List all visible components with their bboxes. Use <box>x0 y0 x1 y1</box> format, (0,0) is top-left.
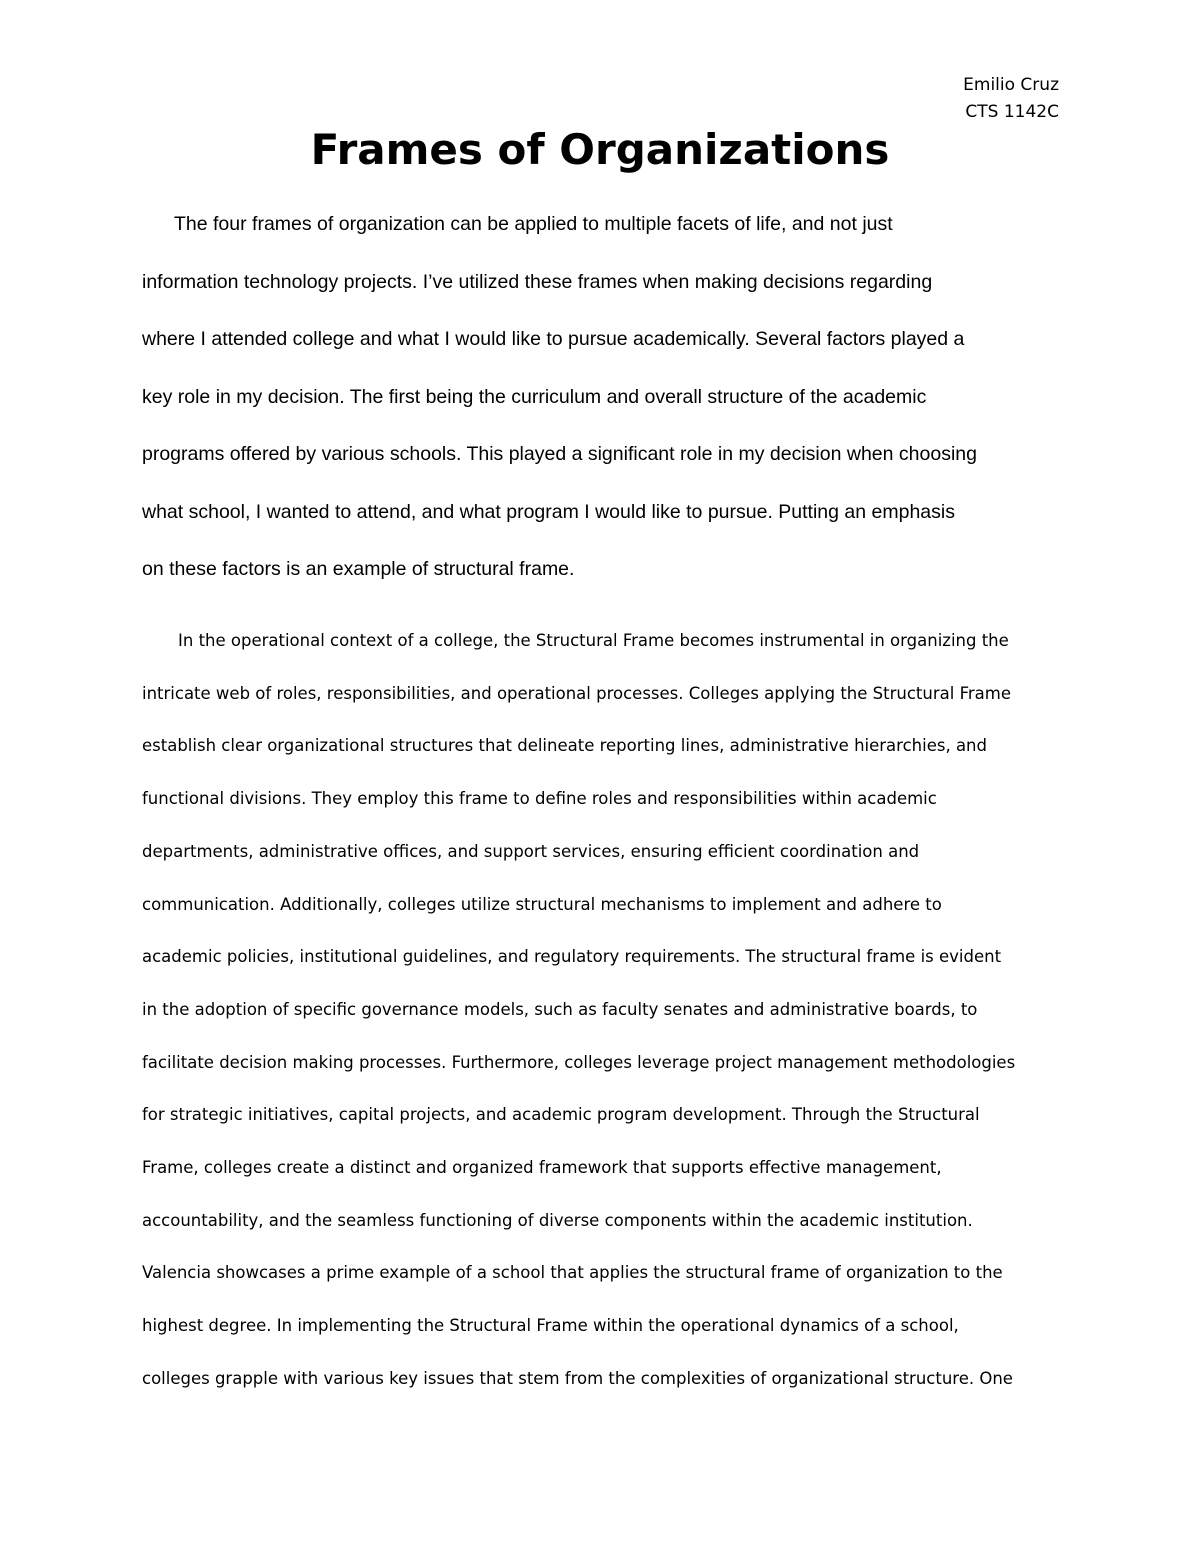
paragraph-1-line: where I attended college and what I would like to pursue academically. Several factors played a <box>142 328 965 350</box>
paragraph-1-line: what school, I wanted to attend, and what program I would like to pursue. Putting an emphasis <box>142 500 955 523</box>
paragraph-2-line: academic policies, institutional guidelines, and regulatory requirements. The structural frame is evident <box>142 947 1002 967</box>
paragraph-1-line: key role in my decision. The first being the curriculum and overall structure of the academic <box>142 385 927 408</box>
paragraph-2 <box>142 615 1062 1406</box>
paragraph-2-line: In the operational context of a college, the Structural Frame becomes instrumental in organizing the <box>178 631 1009 650</box>
paragraph-2-line: Frame, colleges create a distinct and organized framework that supports effective management, <box>142 1158 942 1178</box>
paragraph-2-line: communication. Additionally, colleges utilize structural mechanisms to implement and adhere to <box>142 894 942 914</box>
paragraph-2-line: establish clear organizational structures that delineate reporting lines, administrative hierarchies, and <box>142 736 987 756</box>
paragraph-1-line: information technology projects. I’ve utilized these frames when making decisions regarding <box>142 270 933 293</box>
paragraph-2-line: Valencia showcases a prime example of a school that applies the structural frame of organization to the <box>142 1263 1003 1283</box>
paragraph-2-line: intricate web of roles, responsibilities, and operational processes. Colleges applying the Structural Frame <box>142 683 1011 703</box>
document-header <box>963 72 1059 126</box>
paragraph-2-line: colleges grapple with various key issues that stem from the complexities of organizational structure. One <box>142 1368 1013 1388</box>
paragraph-2-line: departments, administrative offices, and support services, ensuring efficient coordination and <box>142 841 920 861</box>
paragraph-1-line: The four frames of organization can be applied to multiple facets of life, and not just <box>174 213 893 235</box>
paragraph-1 <box>142 196 1062 599</box>
paragraph-2-line: accountability, and the seamless functioning of diverse components within the academic institution. <box>142 1210 973 1230</box>
paragraph-1-line: on these factors is an example of structural frame. <box>142 558 575 580</box>
paragraph-2-line: facilitate decision making processes. Furthermore, colleges leverage project management methodologies <box>142 1052 1016 1072</box>
paragraph-1-line: programs offered by various schools. This played a significant role in my decision when choosing <box>142 443 977 465</box>
author-name: Emilio Cruz <box>963 75 1059 95</box>
paragraph-2-line: for strategic initiatives, capital projects, and academic program development. Through the Structural <box>142 1105 980 1125</box>
course-code: CTS 1142C <box>965 102 1059 122</box>
paragraph-2-line: functional divisions. They employ this frame to define roles and responsibilities within academic <box>142 789 937 809</box>
paragraph-2-line: highest degree. In implementing the Structural Frame within the operational dynamics of a school, <box>142 1316 959 1336</box>
document-title: Frames of Organizations <box>310 125 890 174</box>
paragraph-2-line: in the adoption of specific governance models, such as faculty senates and administrative boards, to <box>142 999 978 1019</box>
